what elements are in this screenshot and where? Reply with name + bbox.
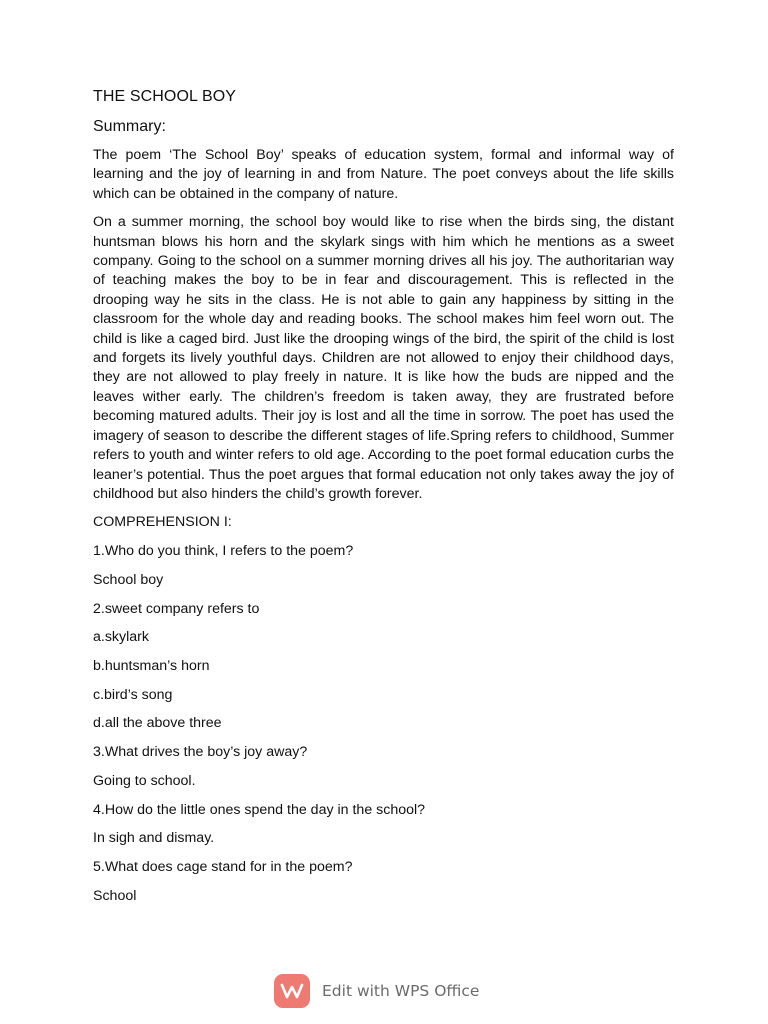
answer-line: In sigh and dismay. [93,830,215,847]
document-title: THE SCHOOL BOY [93,88,237,105]
summary-paragraph: On a summer morning, the school boy would like to rise when the birds sing, the distant huntsman blows his horn and the skylark sings with him which he mentions as a sweet company. Going to the school on a summer morning drives all his joy. The authoritarian way of teaching makes the boy to be in fear and discouragement. This is reflected in the drooping way he sits in the class. He is not able to gain any happiness by sitting in the classroom for the whole day and reading books. The school makes him feel worn out. The child is like a caged bird. Just like the drooping wings of the bird, the spirit of the child is lost and forgets its lively youthful days. Children are not allowed to enjoy their childhood days, they are not allowed to play freely in nature. It is like how the buds are nipped and the leaves wither early. The children’s freedom is taken away, they are frustrated before becoming matured adults. Their joy is lost and all the time in sorrow. The poet has used the imagery of season to describe the different stages of life.Spring refers to childhood, Summer refers to youth and winter refers to old age. According to the poet formal education curbs the leaner’s potential. Thus the poet argues that formal education not only takes away the joy of childhood but also hinders the child’s growth forever. [93,214,674,502]
answer-line: Going to school. [93,772,196,789]
summary-paragraph: The poem ‘The School Boy’ speaks of education system, formal and informal way of learning and the joy of learning in and from Nature. The poet conveys about the life skills which can be obtained in the company of nature. [93,147,674,202]
question-line: 2.sweet company refers to [93,600,260,617]
option-line: d.all the above three [93,715,222,732]
question-line: 5.What does cage stand for in the poem? [93,858,353,875]
answer-line: School [93,887,137,904]
summary-heading: Summary: [93,118,166,135]
question-line: 1.Who do you think, I refers to the poem? [93,543,354,560]
wps-edit-label[interactable]: Edit with WPS Office [322,982,480,1000]
comprehension-heading: COMPREHENSION I: [93,514,232,531]
question-line: 4.How do the little ones spend the day in the school? [93,801,426,818]
option-line: c.bird’s song [93,686,173,703]
wps-office-logo-icon [274,974,310,1008]
option-line: b.huntsman’s horn [93,658,210,675]
answer-line: School boy [93,572,164,588]
question-line: 3.What drives the boy’s joy away? [93,744,308,761]
wps-edit-banner[interactable] [274,974,479,1008]
option-line: a.skylark [93,629,149,646]
document-page [93,86,674,915]
